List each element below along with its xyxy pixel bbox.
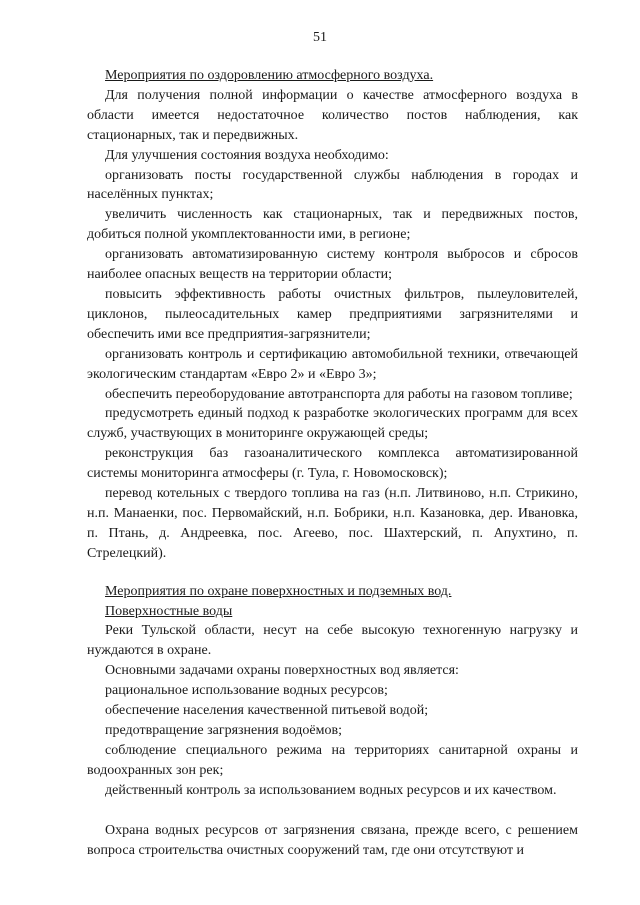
section-heading-water: Мероприятия по охране поверхностных и подземных вод. [105,583,452,599]
document-body [87,66,578,860]
list-item: перевод котельных с твердого топлива на газ (н.п. Литвиново, н.п. Стрикино, н.п. Манаенки, пос. Первомайский, н.п. Бобрики, н.п. Казановка, дер. Ивановка, п. Птань, д. Андреевка, пос. Агеево, пос. Шахтерский, п. Апухтино, п. Стрелецкий). [87,486,578,561]
list-item: обеспечение населения качественной питьевой водой; [105,703,429,719]
list-item: организовать автоматизированную систему контроля выбросов и сбросов наиболее опасных веществ на территории области; [87,247,578,283]
list-item: соблюдение специального режима на территориях санитарной охраны и водоохранных зон рек; [87,742,578,778]
section-heading-air: Мероприятия по оздоровлению атмосферного воздуха. [105,68,434,83]
list-item: рациональное использование водных ресурсов; [105,683,388,699]
list-item: обеспечить переоборудование автотранспорта для работы на газовом топливе; [105,386,573,402]
list-item: предусмотреть единый подход к разработке экологических программ для всех служб, участвующих в мониторинге окружающей среды; [87,406,578,442]
section-spacer [87,801,578,821]
list-item: реконструкция баз газоаналитического комплекса автоматизированной системы мониторинга атмосферы (г. Тула, г. Новомосковск); [87,446,578,482]
page-number: 51 [313,30,327,45]
list-item: повысить эффективность работы очистных фильтров, пылеуловителей, циклонов, пылеосадительных камер предприятиями загрязнителями и обеспечить ими все предприятия-загрязнители; [87,286,578,342]
list-item: организовать контроль и сертификацию автомобильной техники, отвечающей экологическим стандартам «Евро 2» и «Евро 3»; [87,346,578,382]
section-spacer [87,564,578,582]
paragraph: Для получения полной информации о качестве атмосферного воздуха в области имеется недостаточное количество постов наблюдения, как стационарных, так и передвижных. [87,87,578,143]
paragraph: Основными задачами охраны поверхностных вод является: [105,663,459,679]
list-item: увеличить численность как стационарных, так и передвижных постов, добиться полной укомплектованности ими, в регионе; [87,207,578,243]
subsection-heading-surface-water: Поверхностные воды [105,603,233,619]
list-item: действенный контроль за использованием водных ресурсов и их качеством. [105,782,557,798]
paragraph: Реки Тульской области, несут на себе высокую техногенную нагрузку и нуждаются в охране. [87,623,578,659]
list-item: предотвращение загрязнения водоёмов; [105,723,342,738]
paragraph: Для улучшения состояния воздуха необходимо: [105,147,389,163]
list-item: организовать посты государственной службы наблюдения в городах и населённых пунктах; [87,167,578,203]
paragraph: Охрана водных ресурсов от загрязнения связана, прежде всего, с решением вопроса строительства очистных сооружений там, где они отсутствуют и [87,822,578,858]
